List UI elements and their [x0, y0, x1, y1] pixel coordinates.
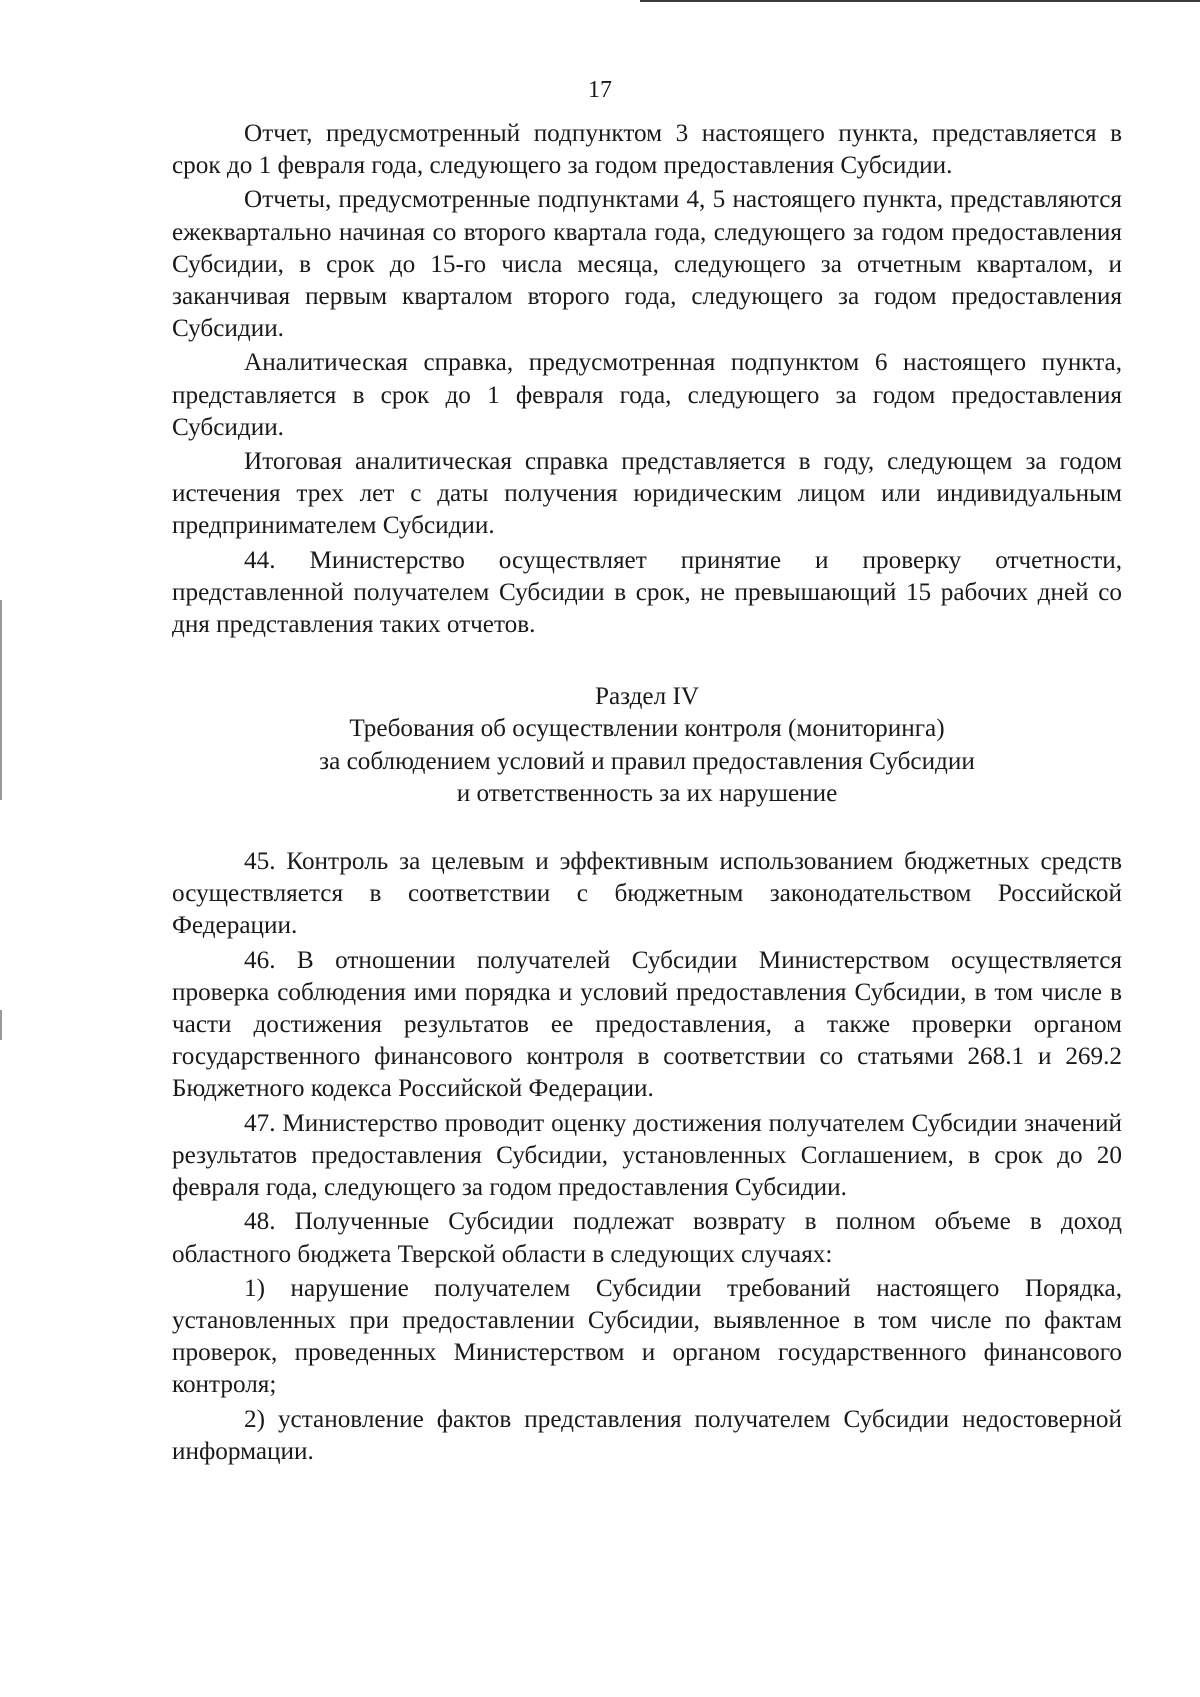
paragraph-analytic-note: Аналитическая справка, предусмотренная подпунктом 6 настоящего пункта, представляется в срок до 1 февраля года, следующего за годом предоставления Субсидии.: [172, 349, 1122, 441]
document-body: [172, 118, 1122, 1468]
paragraph-47: 47. Министерство проводит оценку достижения получателем Субсидии значений результатов предоставления Субсидии, установленных Соглашением, в срок до 20 февраля года, следующего за годом предоставления Субсидии.: [172, 1109, 1122, 1202]
scan-left-edge-mark-small: [0, 1010, 2, 1040]
section-title-line-2: за соблюдением условий и правил предоставления Субсидии: [319, 747, 975, 775]
paragraph-report-3: Отчет, предусмотренный подпунктом 3 настоящего пункта, представляется в срок до 1 февраля года, следующего за годом предоставления Субсидии.: [172, 120, 1122, 180]
section-heading: [172, 681, 1122, 810]
paragraph-final-analytic-note: Итоговая аналитическая справка представляется в году, следующем за годом истечения трех лет с даты получения юридическим лицом или индивидуальным предпринимателем Субсидии.: [172, 448, 1122, 540]
section-title-line-3: и ответственность за их нарушение: [456, 779, 838, 807]
section-label: Раздел IV: [594, 683, 700, 711]
paragraph-45: 45. Контроль за целевым и эффективным использованием бюджетных средств осуществляется в соответствии с бюджетным законодательством Российской Федерации.: [172, 848, 1122, 940]
page-number: 17: [588, 77, 612, 103]
paragraph-reports-4-5: Отчеты, предусмотренные подпунктами 4, 5 настоящего пункта, представляются ежеквартально начиная со второго квартала года, следующего за годом предоставления Субсидии, в срок до 15-го числа месяца, следующего за отчетным кварталом, и заканчивая первым кварталом второго года, следующего за годом предоставления Субсидии.: [172, 186, 1122, 343]
paragraph-48: 48. Полученные Субсидии подлежат возврату в полном объеме в доход областного бюджета Тверской области в следующих случаях:: [172, 1208, 1122, 1268]
paragraph-44: 44. Министерство осуществляет принятие и проверку отчетности, представленной получателем Субсидии в срок, не превышающий 15 рабочих дней со дня представления таких отчетов.: [172, 546, 1122, 639]
paragraph-48-item-2: 2) установление фактов представления получателем Субсидии недостоверной информации.: [172, 1405, 1122, 1465]
scan-top-edge: [640, 0, 1200, 2]
scan-left-edge-mark: [0, 600, 2, 800]
paragraph-48-item-1: 1) нарушение получателем Субсидии требований настоящего Порядка, установленных при предоставлении Субсидии, выявленное в том числе по фактам проверок, проведенных Министерством и органом государственного финансового контроля;: [172, 1274, 1122, 1399]
paragraph-46: 46. В отношении получателей Субсидии Министерством осуществляется проверка соблюдения ими порядка и условий предоставления Субсидии, в том числе в части достижения результатов ее предоставления, а также проверки органом государственного финансового контроля в соответствии со статьями 268.1 и 269.2 Бюджетного кодекса Российской Федерации.: [172, 946, 1122, 1103]
section-title-line-1: Требования об осуществлении контроля (мониторинга): [349, 715, 945, 743]
